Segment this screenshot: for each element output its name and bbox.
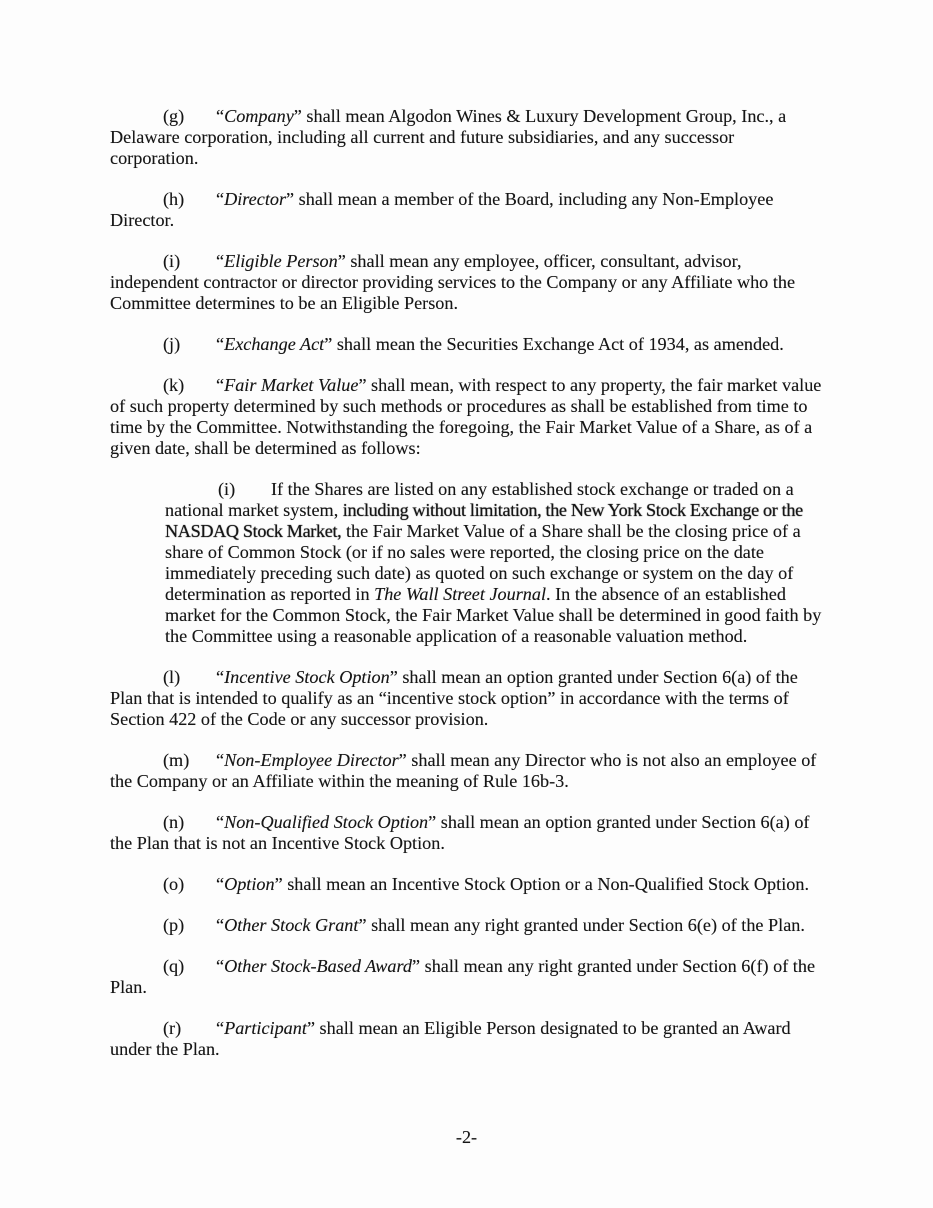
definition-label: (p) — [163, 915, 185, 935]
sub-definition-label: (i) — [218, 479, 236, 499]
definition-term: Company — [224, 106, 294, 126]
definition-term: Exchange Act — [224, 334, 325, 354]
open-quote: “ — [216, 1018, 225, 1038]
definition-term: Other Stock-Based Award — [224, 956, 412, 976]
definition-term: Non-Qualified Stock Option — [224, 812, 429, 832]
open-quote: “ — [216, 956, 225, 976]
definition-text: ” shall mean an option granted under Section 6(a) of the Plan that is not an Incentive Stock Option. — [110, 812, 810, 853]
open-quote: “ — [216, 106, 225, 126]
open-quote: “ — [216, 334, 225, 354]
open-quote: “ — [216, 189, 225, 209]
definition-text: ” shall mean an Incentive Stock Option or a Non-Qualified Stock Option. — [274, 874, 809, 894]
open-quote: “ — [216, 874, 225, 894]
definition-term: Eligible Person — [224, 251, 338, 271]
definition-text: ” shall mean Algodon Wines & Luxury Development Group, Inc., a Delaware corporation, including all current and future subsidiaries, and any successor corporation. — [110, 106, 787, 168]
definition-term: Non-Employee Director — [224, 750, 399, 770]
definition-text: ” shall mean an Eligible Person designated to be granted an Award under the Plan. — [110, 1018, 791, 1059]
sub-definition-paragraph-i — [165, 479, 827, 647]
sub-definition-text: the Fair Market Value of a Share shall be the closing price of a share of Common Stock (or if no sales were reported, the closing price on the date immediately preceding such date) as quoted on such exchange or system on the day of determination as reported in — [165, 521, 801, 604]
definition-paragraph-m — [110, 750, 827, 792]
definition-text: ” shall mean any right granted under Section 6(f) of the Plan. — [110, 956, 816, 997]
definition-label: (i) — [163, 251, 181, 271]
definition-term: Other Stock Grant — [224, 915, 359, 935]
definition-paragraph-q — [110, 956, 827, 998]
definition-text: ” shall mean any Director who is not also an employee of the Company or an Affiliate within the meaning of Rule 16b-3. — [110, 750, 817, 791]
definition-text: ” shall mean the Securities Exchange Act of 1934, as amended. — [324, 334, 784, 354]
open-quote: “ — [216, 915, 225, 935]
definition-label: (o) — [163, 874, 185, 894]
definition-paragraph-j — [110, 334, 827, 355]
definition-text: ” shall mean any right granted under Section 6(e) of the Plan. — [358, 915, 805, 935]
definition-paragraph-h — [110, 189, 827, 231]
definition-paragraph-k — [110, 375, 827, 459]
definition-label: (l) — [163, 667, 181, 687]
definition-paragraph-g — [110, 106, 827, 169]
definition-term: Incentive Stock Option — [224, 667, 390, 687]
page-number-footer — [0, 1127, 933, 1148]
definition-paragraph-l — [110, 667, 827, 730]
open-quote: “ — [216, 812, 225, 832]
definition-text: ” shall mean any employee, officer, consultant, advisor, independent contractor or director providing services to the Company or any Affiliate who the Committee determines to be an Eligible Person. — [110, 251, 796, 313]
definition-paragraph-p — [110, 915, 827, 936]
definition-text: ” shall mean, with respect to any property, the fair market value of such property determined by such methods or procedures as shall be established from time to time by the Committee. Notwithstanding the foregoing, the Fair Market Value of a Share, as of a given date, shall be determined as follows: — [110, 375, 822, 458]
definition-text: ” shall mean an option granted under Section 6(a) of the Plan that is intended to qualify as an “incentive stock option” in accordance with the terms of Section 422 of the Code or any successor provision. — [110, 667, 798, 729]
open-quote: “ — [216, 251, 225, 271]
sub-definition-text: . In the absence of an established market for the Common Stock, the Fair Market Value shall be determined in good faith by the Committee using a reasonable application of a reasonable valuation method. — [165, 584, 822, 646]
definition-label: (j) — [163, 334, 181, 354]
definition-text: ” shall mean a member of the Board, including any Non-Employee Director. — [110, 189, 774, 230]
definition-label: (n) — [163, 812, 185, 832]
definition-label: (h) — [163, 189, 185, 209]
definition-paragraph-n — [110, 812, 827, 854]
definition-label: (q) — [163, 956, 185, 976]
sub-definition-inserted-text: including without limitation, the New York Stock Exchange or the NASDAQ Stock Market, — [165, 500, 803, 541]
definition-paragraph-r — [110, 1018, 827, 1060]
open-quote: “ — [216, 667, 225, 687]
definitions-section — [110, 106, 827, 1080]
page-number: -2- — [455, 1127, 478, 1147]
definition-term: Participant — [224, 1018, 307, 1038]
definition-term: Fair Market Value — [224, 375, 359, 395]
definition-label: (m) — [163, 750, 190, 770]
definition-label: (r) — [163, 1018, 182, 1038]
open-quote: “ — [216, 750, 225, 770]
sub-definition-text: If the Shares are listed on any established stock exchange or traded on a national market system, — [165, 479, 794, 520]
definition-term: Option — [224, 874, 275, 894]
definition-label: (k) — [163, 375, 185, 395]
definition-paragraph-o — [110, 874, 827, 895]
definition-paragraph-i — [110, 251, 827, 314]
open-quote: “ — [216, 375, 225, 395]
publication-name: The Wall Street Journal — [374, 584, 547, 604]
definition-label: (g) — [163, 106, 185, 126]
definition-term: Director — [224, 189, 287, 209]
